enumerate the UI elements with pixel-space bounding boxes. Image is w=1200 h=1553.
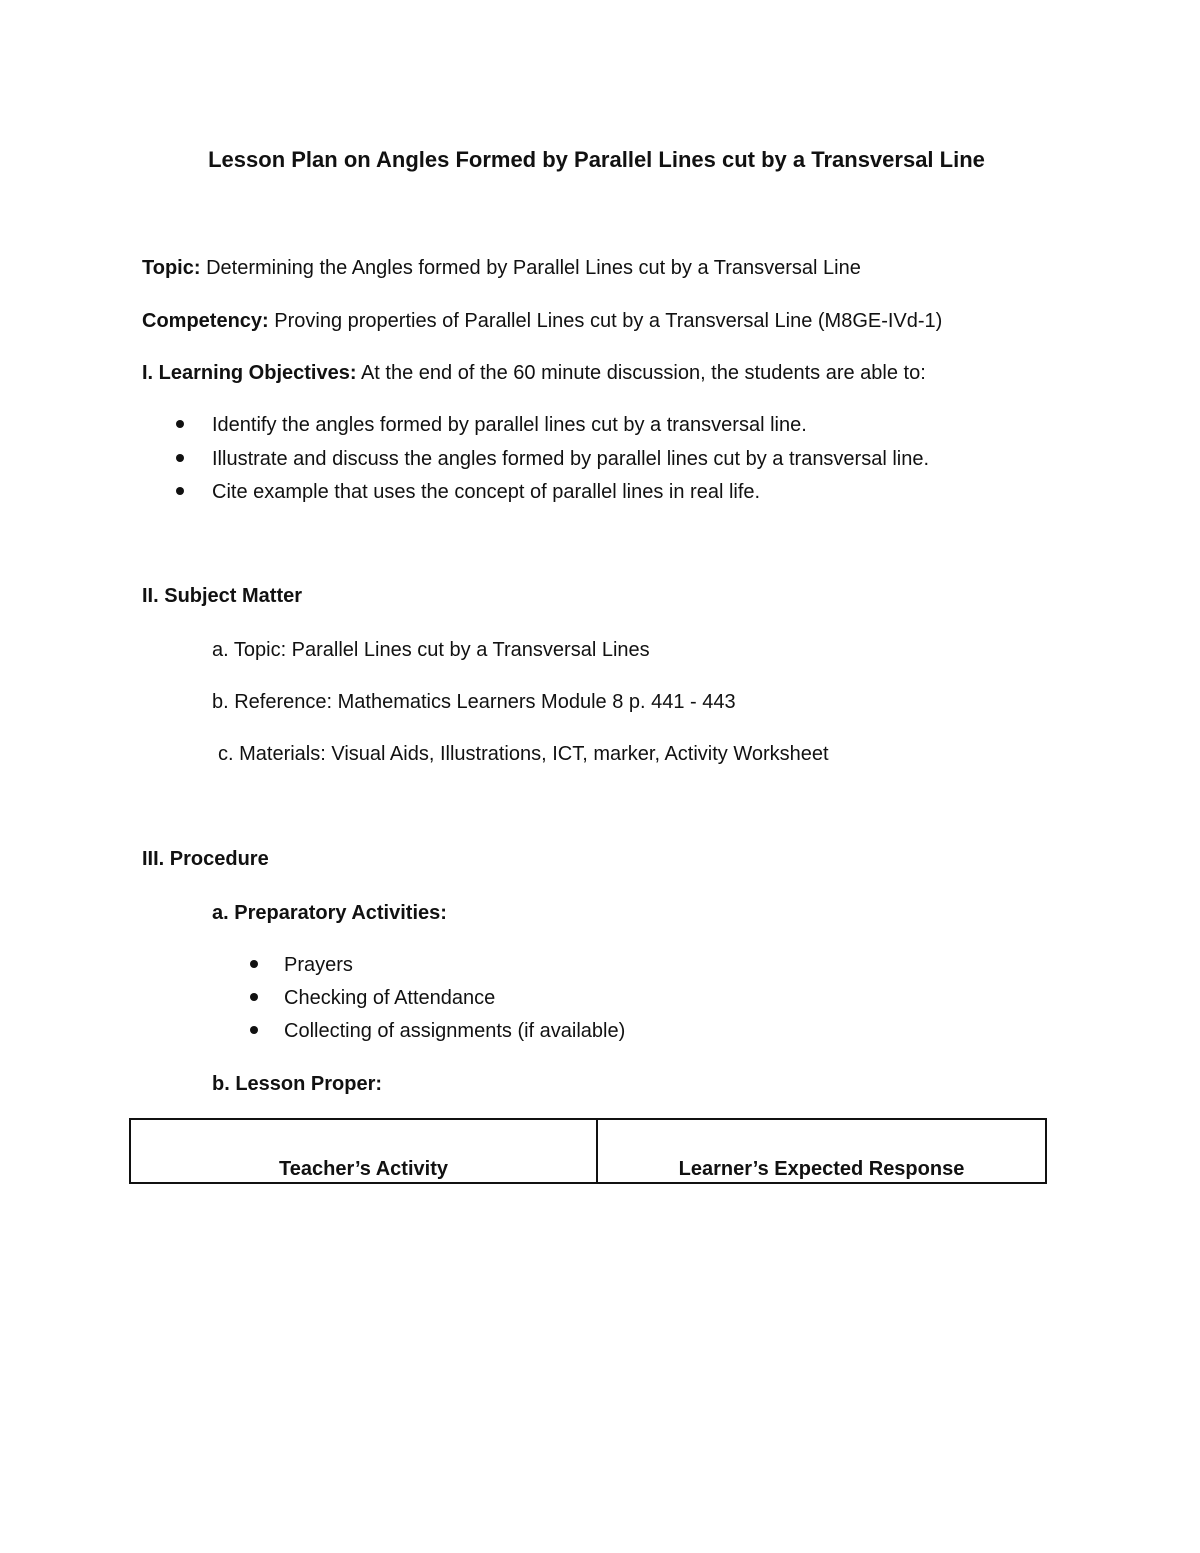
- preparatory-item: Checking of Attendance: [284, 987, 496, 1009]
- objective-item: Cite example that uses the concept of parallel lines in real life.: [212, 481, 761, 503]
- bullet-icon: [176, 420, 184, 428]
- preparatory-label: a. Preparatory Activities:: [212, 902, 447, 924]
- lesson-proper-label: b. Lesson Proper:: [212, 1073, 383, 1095]
- table-header-teacher: Teacher’s Activity: [279, 1158, 448, 1180]
- competency-label: Competency:: [142, 310, 269, 332]
- bullet-icon: [176, 487, 184, 495]
- page-title: Lesson Plan on Angles Formed by Parallel Lines cut by a Transversal Line: [208, 147, 985, 172]
- bullet-icon: [176, 454, 184, 462]
- subject-matter-heading: II. Subject Matter: [142, 585, 303, 607]
- bullet-icon: [250, 993, 258, 1001]
- preparatory-item: Prayers: [284, 954, 353, 976]
- objectives-label: I. Learning Objectives:: [142, 362, 357, 384]
- competency-line: [142, 308, 942, 334]
- objectives-text: At the end of the 60 minute discussion, the students are able to:: [360, 362, 926, 384]
- preparatory-item: Collecting of assignments (if available): [284, 1020, 626, 1042]
- procedure-heading: III. Procedure: [142, 848, 269, 870]
- subject-matter-item: c. Materials: Visual Aids, Illustrations, ICT, marker, Activity Worksheet: [218, 743, 829, 765]
- table-header-learner: Learner’s Expected Response: [678, 1158, 965, 1180]
- bullet-icon: [250, 960, 258, 968]
- objectives-line: [142, 360, 926, 386]
- objective-item: Illustrate and discuss the angles formed by parallel lines cut by a transversal line.: [212, 448, 930, 470]
- objective-item: Identify the angles formed by parallel lines cut by a transversal line.: [212, 414, 807, 436]
- competency-text: Proving properties of Parallel Lines cut by a Transversal Line (M8GE-IVd-1): [274, 310, 943, 332]
- subject-matter-item: a. Topic: Parallel Lines cut by a Transversal Lines: [212, 639, 650, 661]
- bullet-icon: [250, 1026, 258, 1034]
- topic-label: Topic:: [142, 257, 201, 279]
- subject-matter-item: b. Reference: Mathematics Learners Module 8 p. 441 - 443: [212, 691, 736, 713]
- topic-line: [142, 255, 861, 281]
- topic-text: Determining the Angles formed by Parallel Lines cut by a Transversal Line: [206, 257, 861, 279]
